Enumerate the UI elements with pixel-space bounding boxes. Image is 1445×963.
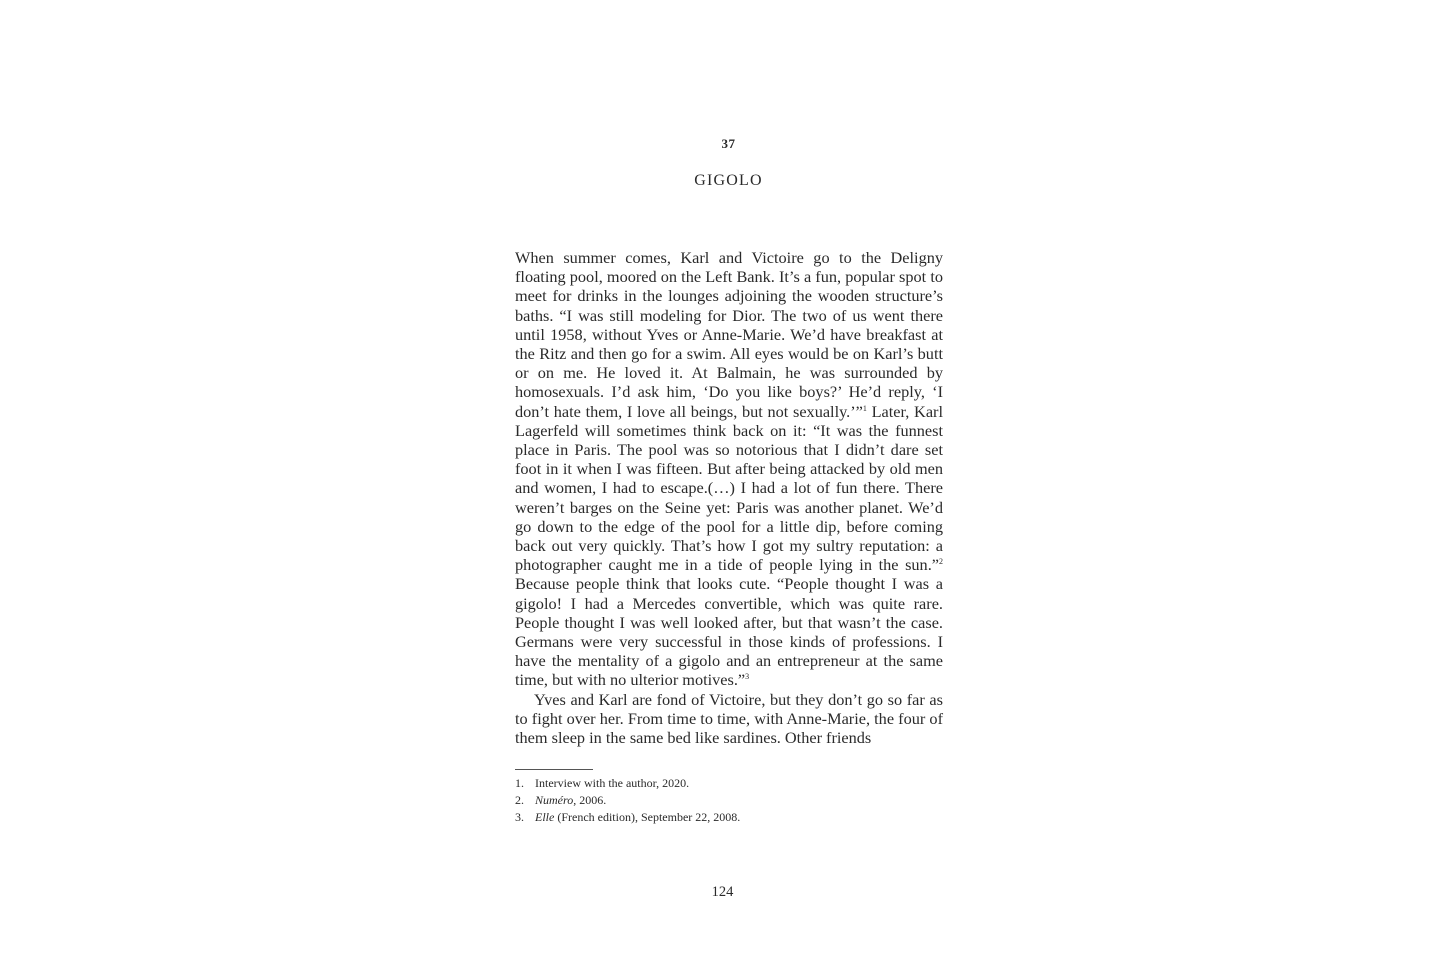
footnote-text — [535, 775, 689, 792]
footnote — [515, 792, 943, 809]
text-segment: Because people think that looks cute. “People thought I was a gigolo! I had a Mercedes convertible, which was quite rare. People thought I was well looked after, but that wasn’t the case. Germans were very successful in those kinds of professions. I have the mentality of a gigolo and an entrepreneur at the same time, but with no ulterior motives.” — [515, 574, 943, 690]
footnote-ref: 1 — [862, 403, 867, 413]
footnote-number: 1. — [515, 776, 524, 790]
footnote-text — [535, 809, 740, 826]
footnote-ref: 3 — [745, 672, 750, 682]
footnote-body: , 2006. — [573, 793, 607, 807]
footnote — [515, 809, 943, 826]
chapter-title: GIGOLO — [694, 172, 763, 189]
footnote-body: (French edition), September 22, 2008. — [554, 810, 741, 824]
footnote-text — [535, 792, 606, 809]
paragraph — [515, 248, 943, 690]
footnote-body: Interview with the author, 2020. — [535, 776, 690, 790]
paragraph: Yves and Karl are fond of Victoire, but they don’t go so far as to fight over her. From time to time, with Anne-Marie, the four of them sleep in the same bed like sardines. Other friends — [515, 689, 943, 748]
text-segment: Later, Karl Lagerfeld will sometimes think back on it: “It was the funnest place in Paris. The pool was so notorious that I didn’t dare set foot in it when I was fifteen. But after being attacked by old men and women, I had to escape.(…) I had a lot of fun there. There weren’t barges on the Seine yet: Paris was another planet. We’d go down to the edge of the pool for a little dip, before coming back out very quickly. That’s how I got my sultry reputation: a photographer caught me in a tide of people lying in the sun.” — [515, 401, 943, 575]
footnote-divider — [515, 769, 593, 770]
footnote-ref: 2 — [939, 557, 943, 567]
footnote — [515, 775, 943, 792]
footnote-number: 2. — [515, 793, 524, 807]
chapter-number: 37 — [721, 136, 736, 151]
footnotes — [515, 775, 943, 826]
body-text — [515, 248, 943, 747]
text-segment: When summer comes, Karl and Victoire go to the Deligny floating pool, moored on the Left Bank. It’s a fun, popular spot to meet for drinks in the lounges adjoining the wooden structure’s baths. “I was still modeling for Dior. The two of us went there until 1958, without Yves or Anne-Marie. We’d have breakfast at the Ritz and then go for a swim. All eyes would be on Karl’s butt or on me. He loved it. At Balmain, he was surrounded by homosexuals. I’d ask him, ‘Do you like boys?’ He’d reply, ‘I don’t hate them, I love all beings, but not sexually.’” — [515, 248, 943, 421]
footnote-number: 3. — [515, 810, 524, 824]
footnote-source-title: Elle — [535, 810, 555, 824]
page-number: 124 — [711, 884, 734, 900]
footnote-source-title: Numéro — [535, 793, 574, 807]
